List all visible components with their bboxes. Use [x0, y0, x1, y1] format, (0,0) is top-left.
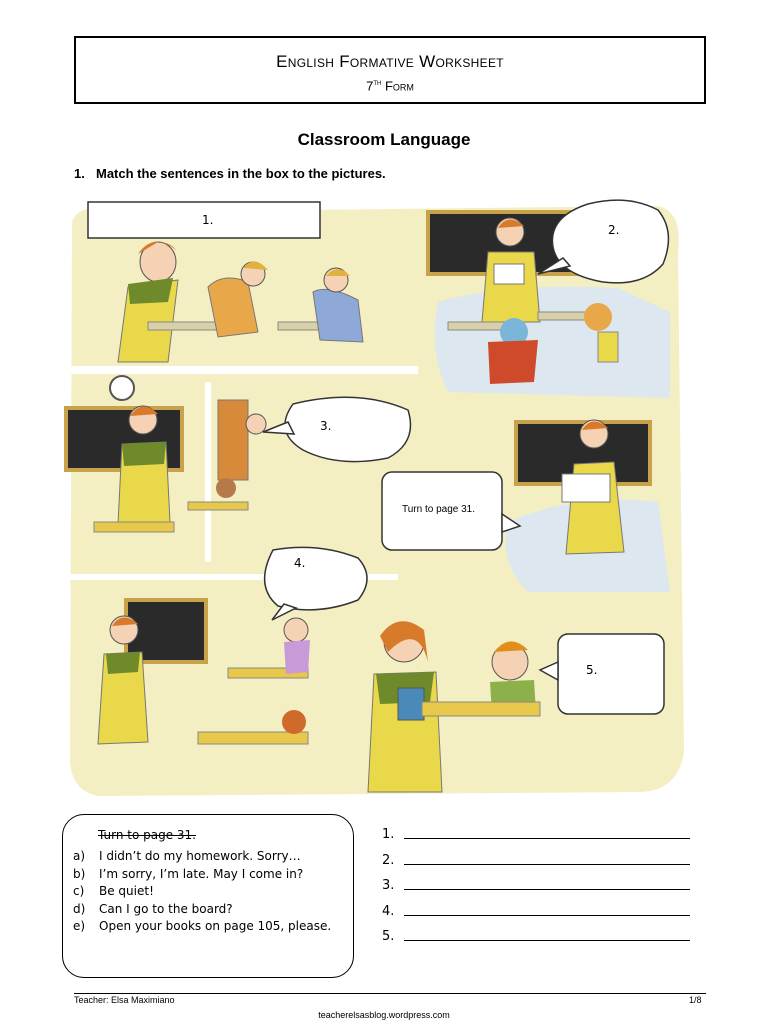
speech-bubble-example	[382, 472, 520, 550]
sentence-list	[73, 848, 331, 936]
bubble-2-label: 2.	[608, 223, 620, 237]
bubble-5-label: 5.	[586, 663, 598, 677]
classroom-illustration	[58, 192, 688, 804]
list-item: d) Can I go to the board?	[73, 901, 233, 916]
bubble-1-label: 1.	[202, 213, 214, 227]
sentence-box	[62, 814, 354, 978]
list-item: b) I’m sorry, I’m late. May I come in?	[73, 866, 304, 881]
footer-site: teacherelsasblog.wordpress.com	[318, 1010, 450, 1020]
instruction-text: Match the sentences in the box to the pictures.	[96, 166, 386, 181]
speech-bubble-1	[88, 202, 320, 238]
footer-teacher: Teacher: Elsa Maximiano	[74, 995, 175, 1005]
bubble-example-label: Turn to page 31.	[402, 504, 476, 515]
speech-bubble-5	[540, 634, 664, 714]
form-label: 7th Form	[366, 78, 414, 94]
example-sentence: Turn to page 31.	[98, 828, 196, 842]
instruction	[74, 166, 386, 181]
bubble-3-label: 3.	[320, 419, 332, 433]
instruction-number: 1.	[74, 166, 85, 181]
footer-divider	[74, 993, 706, 994]
worksheet-title: English Formative Worksheet	[276, 52, 504, 71]
list-item: c) Be quiet!	[73, 884, 154, 898]
footer-page-number: 1/8	[689, 995, 702, 1005]
bubble-4-label: 4.	[294, 556, 306, 570]
list-item: e) Open your books on page 105, please.	[73, 919, 332, 933]
section-title: Classroom Language	[297, 130, 471, 149]
header-box	[74, 36, 706, 104]
list-item: a) I didn’t do my homework. Sorry…	[73, 849, 301, 863]
